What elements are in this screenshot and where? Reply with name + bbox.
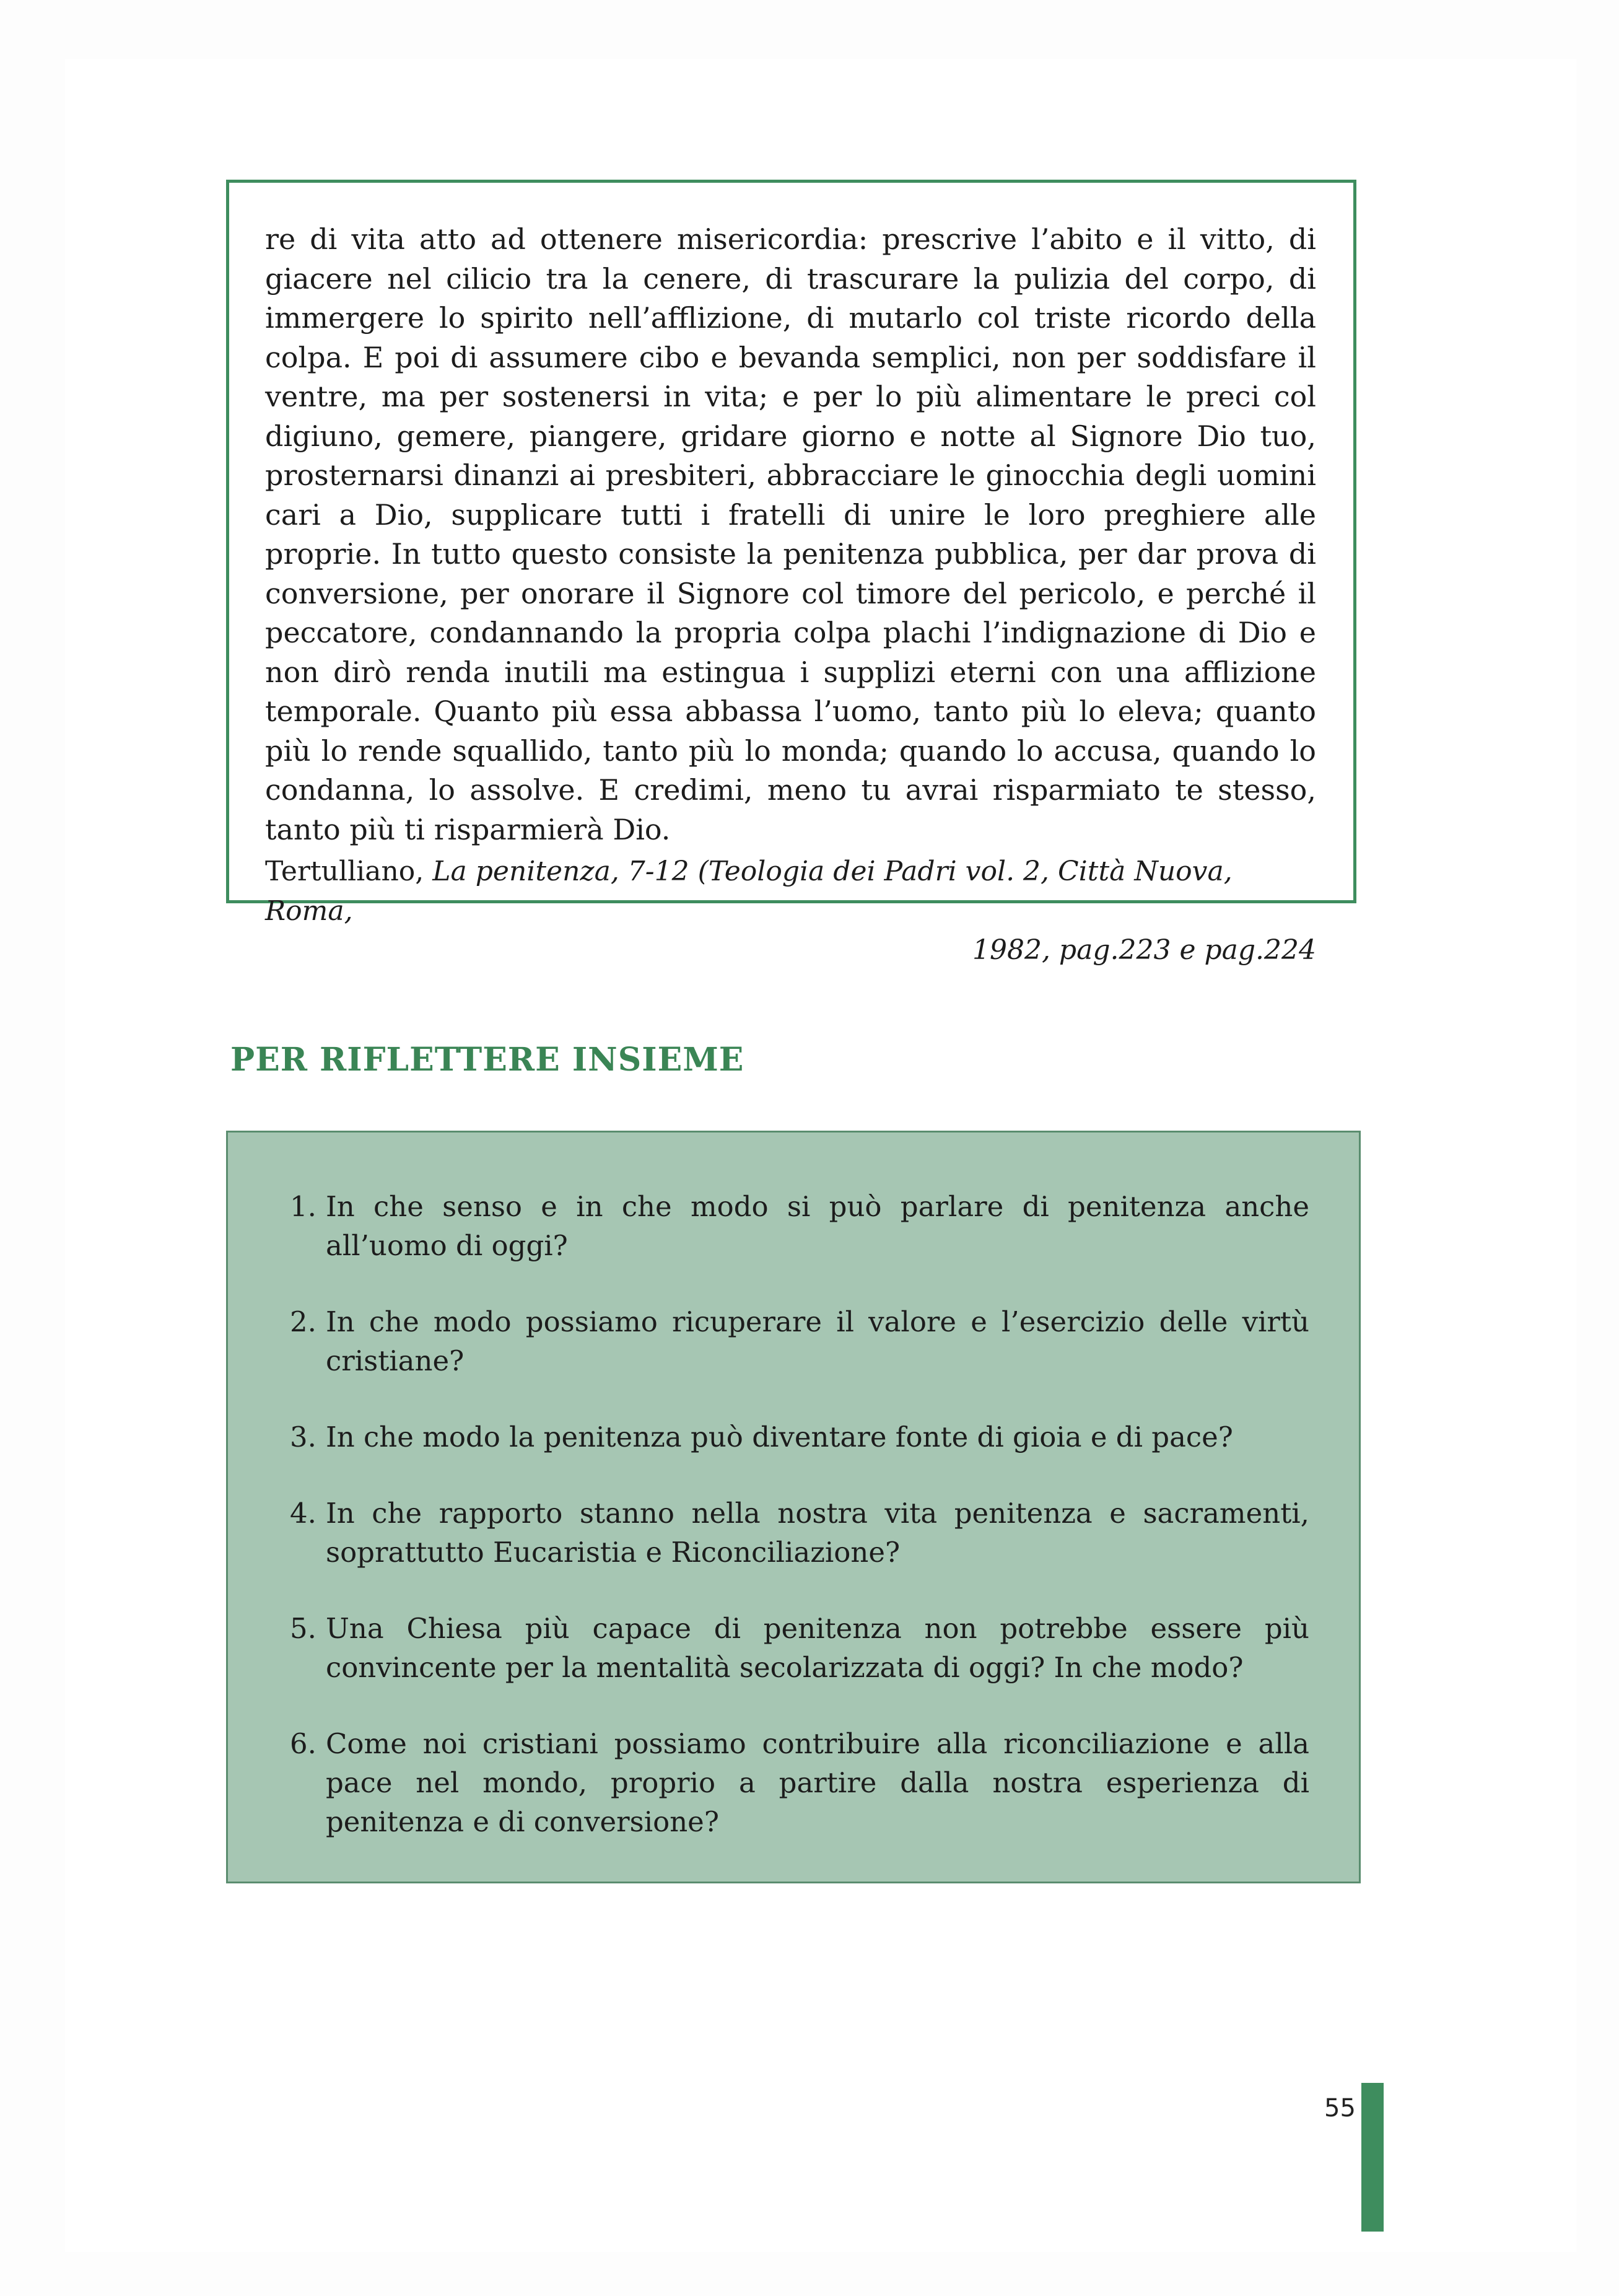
question-text: In che modo la penitenza può diventare fonte di gioia e di pace? (326, 1421, 1233, 1453)
questions-box (226, 1131, 1361, 1883)
question-text: In che senso e in che modo si può parlare di penitenza anche all’uomo di oggi? (326, 1190, 1309, 1262)
citation-pages: 1982, pag.223 e pag.224 (972, 934, 1316, 966)
question-text: Una Chiesa più capace di penitenza non potrebbe essere più convincente per la mentalità secolarizzata di oggi? In che modo? (326, 1612, 1309, 1684)
question-text: In che rapporto stanno nella nostra vita penitenza e sacramenti, soprattutto Eucaristia e Riconciliazione? (326, 1497, 1309, 1569)
question-text: Come noi cristiani possiamo contribuire alla riconciliazione e alla pace nel mondo, proprio a partire dalla nostra esperienza di penitenza e di conversione? (326, 1727, 1309, 1838)
question-item (290, 1494, 1309, 1572)
question-item (290, 1302, 1309, 1380)
question-number: 3. (290, 1421, 316, 1453)
quote-text: re di vita atto ad ottenere misericordia: prescrive l’abito e il vitto, di giacere nel cilicio tra la cenere, di trascurare la pulizia del corpo, di immergere lo spirito nell’afflizione, di mutarlo col triste ricordo della colpa. E poi di assumere cibo e bevanda semplici, non per soddisfare il ventre, ma per sostenersi in vita; e per lo più alimentare le preci col digiuno, gemere, piangere, gridare giorno e notte al Signore Dio tuo, prosternarsi dinanzi ai presbiteri, abbracciare le ginocchia degli uomini cari a Dio, supplicare tutti i fratelli di unire le loro preghiere alle proprie. In tutto questo consiste la penitenza pubblica, per dar prova di conversione, per onorare il Signore col timore del pericolo, e perché il peccatore, condannando la propria colpa plachi l’indignazione di Dio e non dirò renda inutili ma estingua i supplizi eterni con una afflizione temporale. Quanto più essa abbassa l’uomo, tanto più lo eleva; quanto più lo rende squallido, tanto più lo monda; quando lo accusa, quando lo condanna, lo assolve. E credimi, meno tu avrai risparmiato te stesso, tanto più ti risparmierà Dio. (265, 222, 1316, 846)
question-item (290, 1724, 1309, 1841)
citation-work: La penitenza, 7-12 (Teologia dei Padri vol. 2, Città Nuova, Roma, (265, 856, 1233, 927)
quote-box (226, 180, 1356, 966)
page-edge-strip (1361, 2083, 1384, 2232)
section-title: PER RIFLETTERE INSIEME (230, 1041, 744, 1079)
question-number: 1. (290, 1190, 316, 1223)
page-number: 55 (1324, 2094, 1356, 2123)
question-item (290, 1187, 1309, 1265)
question-number: 5. (290, 1612, 316, 1645)
question-text: In che modo possiamo ricuperare il valore e l’esercizio delle virtù cristiane? (326, 1305, 1309, 1377)
quote-citation (265, 852, 1316, 970)
question-number: 2. (290, 1305, 316, 1338)
question-item (290, 1417, 1309, 1457)
question-item (290, 1609, 1309, 1687)
question-number: 6. (290, 1727, 316, 1760)
citation-author: Tertulliano, (265, 856, 424, 887)
questions-list (290, 1187, 1309, 1841)
question-number: 4. (290, 1497, 316, 1530)
